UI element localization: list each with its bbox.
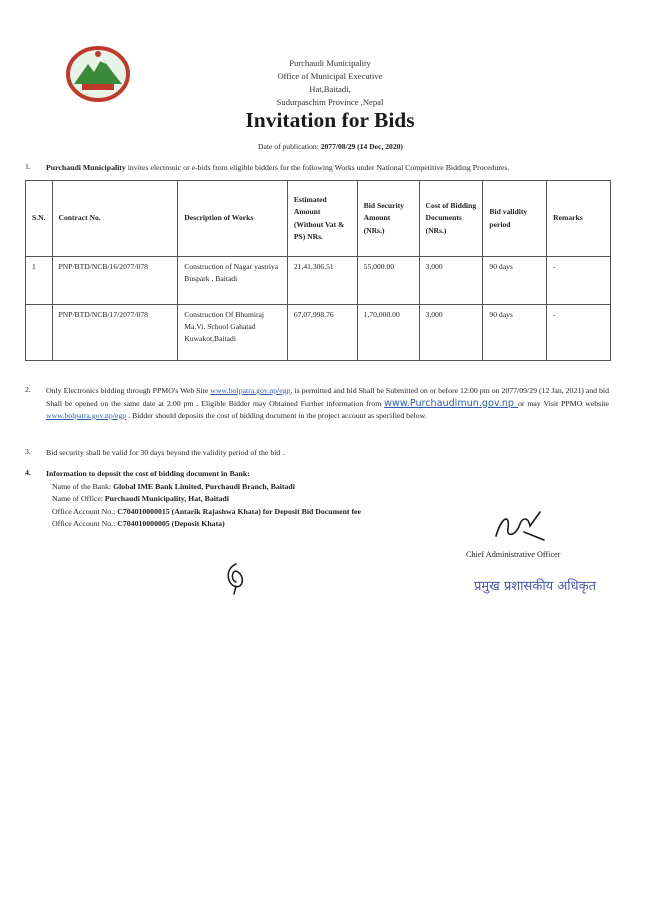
municipality-emblem	[64, 44, 132, 104]
publication-date: 2077/08/29 (14 Dec, 2020)	[320, 142, 403, 151]
section-4-heading: Information to deposit the cost of bidding document in Bank:	[46, 469, 250, 478]
cell-cost-documents: 3,000	[419, 257, 483, 305]
publication-date-label: Date of publication:	[258, 142, 321, 151]
section-4-number: 4.	[25, 468, 31, 477]
cell-cost-documents: 3,000	[419, 305, 483, 361]
office-header	[200, 57, 460, 109]
cell-bid-security: 1,70,000.00	[357, 305, 419, 361]
cell-description: Construction Of Bhumiraj Ma.Vi. School Gahatad Kuwakot,Baitadi	[178, 305, 288, 361]
header-line-municipality: Purchaudi Municipality	[289, 58, 371, 68]
office-value: Purchaudi Municipality, Hat, Baitadi	[104, 494, 229, 503]
cell-remarks: -	[547, 257, 611, 305]
section-1-body: invites electronic or e-bids from eligible bidders for the following Works under National Competitive Bidding Procedures.	[125, 163, 510, 172]
header-cost-documents: Cost of Bidding Documents (NRs.)	[419, 181, 483, 257]
cell-sn: 1	[26, 257, 53, 305]
header-line-office: Office of Municipal Executive	[277, 71, 383, 81]
header-line-place: Hat,Baitadi,	[309, 84, 351, 94]
signature-mark	[488, 506, 548, 546]
cell-sn	[26, 305, 53, 361]
bank-label: Name of the Bank:	[52, 481, 114, 491]
signatory-title: Chief Administrative Officer	[466, 550, 561, 559]
section-2-part-1: Only Electronics bidding through PPMO's Web Site	[46, 386, 211, 395]
section-2-text	[46, 385, 609, 423]
header-bid-validity: Bid validity period	[483, 181, 547, 257]
section-3-number: 3.	[25, 447, 31, 456]
account-1-value: C704010000015 (Antarik Rajashwa Khata) for Deposit Bid Document fee	[117, 506, 361, 516]
cell-contract-no: PNP/BTD/NCB/17/2077/078	[52, 305, 178, 361]
section-2-number: 2.	[25, 385, 31, 394]
header-remarks: Remarks	[547, 181, 611, 257]
account-1-label: Office Account No.:	[52, 506, 118, 516]
section-1-lead: Purchaudi Municipality	[46, 163, 126, 172]
ppmo-website-link[interactable]: www.bolpatra.gov.np/egp	[46, 411, 127, 420]
handwritten-initial	[222, 560, 250, 596]
cell-bid-validity: 90 days	[483, 305, 547, 361]
account-2-label: Office Account No.:	[52, 519, 118, 528]
bids-table	[25, 180, 611, 361]
cell-description: Construction of Nagar yastriya Buspark , Baitadi	[178, 257, 288, 305]
page-title: Invitation for Bids	[245, 108, 415, 132]
cell-bid-validity: 90 days	[483, 257, 547, 305]
section-2-part-4: . Bidder should deposits the cost of bidding document in the project account as specified below.	[126, 411, 427, 420]
section-2-part-3: or may Visit PPMO website	[518, 398, 610, 408]
signatory-title-nepali: प्रमुख प्रशासकीय अधिकृत	[474, 579, 597, 594]
header-contract-no: Contract No.	[52, 181, 178, 257]
table-row	[26, 305, 611, 361]
section-2-part-2: , is permitted and bid Shall be Submitted on or before 12:00 pm on 2077/09/29 (12 Jan, 2021) and bid Shall be opened on the same date at 2:00 pm . Eligible Bidder may Obtained Further information from	[46, 386, 609, 408]
municipality-website-link[interactable]: www.Purchaudimun.gov.np	[384, 397, 518, 409]
cell-remarks: -	[547, 305, 611, 361]
office-label: Name of Office:	[52, 494, 105, 503]
table-header-row	[26, 181, 611, 257]
cell-estimated-amount: 67,07,998.76	[287, 305, 357, 361]
header-line-province: Sudurpaschim Province ,Nepal	[276, 97, 384, 107]
cell-bid-security: 55,000.00	[357, 257, 419, 305]
section-1-number: 1.	[25, 162, 31, 171]
cell-estimated-amount: 21,41,306.51	[287, 257, 357, 305]
header-sn: S.N.	[26, 181, 53, 257]
account-2-value: C704010000005 (Deposit Khata)	[117, 519, 225, 528]
table-row	[26, 257, 611, 305]
bolpatra-link[interactable]: www.bolpatra.gov.np/egp	[210, 386, 291, 395]
header-estimated-amount: Estimated Amount (Without Vat & PS) NRs.	[287, 181, 357, 257]
section-1-text	[46, 162, 616, 175]
header-description: Description of Works	[178, 181, 288, 257]
bank-value: Global IME Bank Limited, Purchaudi Branch, Baitadi	[113, 481, 295, 491]
cell-contract-no: PNP/BTD/NCB/16/2077/078	[52, 257, 178, 305]
header-bid-security: Bid Security Amount (NRs.)	[357, 181, 419, 257]
publication-date-line	[0, 142, 661, 151]
section-3-text: Bid security shall be valid for 30 days beyond the validity period of the bid .	[46, 448, 285, 457]
